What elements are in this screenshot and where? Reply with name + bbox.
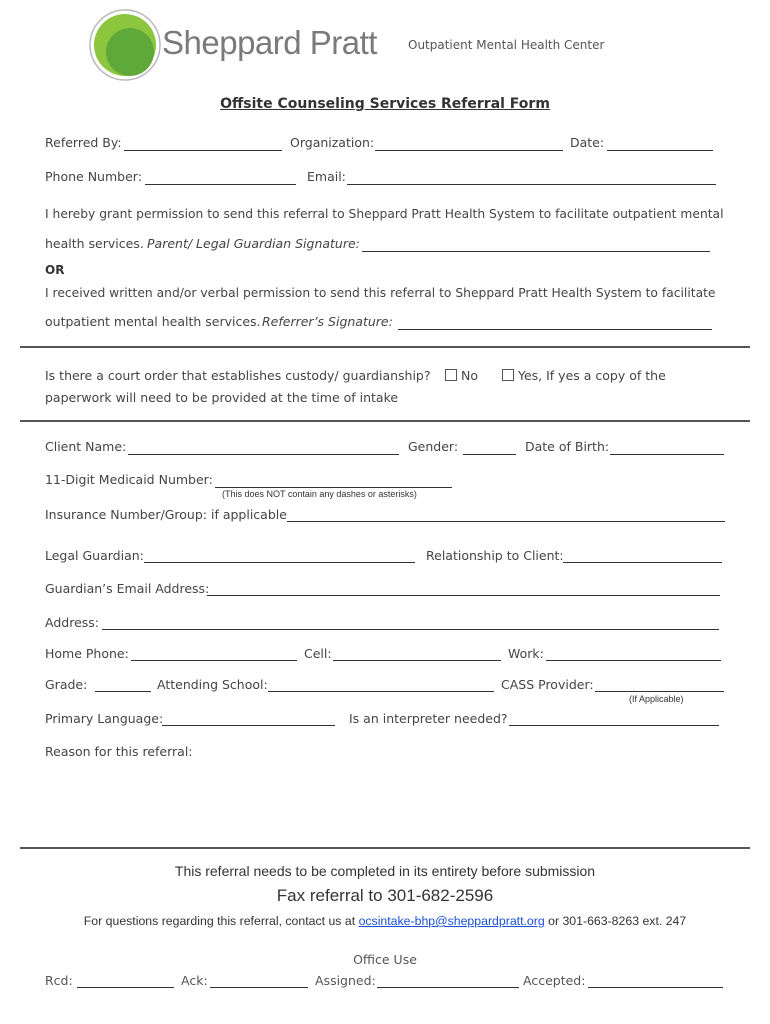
relationship-field[interactable]: [563, 562, 722, 563]
ack-field[interactable]: [210, 987, 308, 988]
court-no-option[interactable]: [445, 368, 478, 383]
header-subtitle: Outpatient Mental Health Center: [408, 38, 605, 52]
gender-field[interactable]: [463, 454, 516, 455]
court-question-line1: Is there a court order that establishes custody/ guardianship?: [45, 368, 431, 383]
relationship-label: Relationship to Client:: [426, 548, 564, 563]
referrer-signature-label: Referrer’s Signature:: [262, 314, 393, 329]
cass-note: (If Applicable): [629, 694, 684, 704]
medicaid-field[interactable]: [215, 487, 452, 488]
divider-2: [20, 420, 750, 422]
contact-email-link[interactable]: ocsintake-bhp@sheppardpratt.org: [358, 914, 545, 928]
parent-signature-label: Parent/ Legal Guardian Signature:: [147, 236, 360, 251]
rcd-field[interactable]: [77, 987, 174, 988]
divider-3: [20, 847, 750, 849]
organization-field[interactable]: [375, 150, 563, 151]
cell-label: Cell:: [304, 646, 332, 661]
accepted-field[interactable]: [588, 987, 723, 988]
interpreter-label: Is an interpreter needed?: [349, 711, 508, 726]
logo: [88, 8, 388, 84]
date-field[interactable]: [607, 150, 713, 151]
court-question-line2: paperwork will need to be provided at the time of intake: [45, 390, 399, 405]
home-phone-label: Home Phone:: [45, 646, 129, 661]
yes-checkbox-icon[interactable]: [502, 369, 514, 381]
dob-field[interactable]: [610, 454, 724, 455]
phone-number-field[interactable]: [145, 184, 296, 185]
guardian-email-label: Guardian’s Email Address:: [45, 581, 210, 596]
client-name-field[interactable]: [128, 454, 399, 455]
or-label: OR: [45, 263, 65, 277]
contact-suffix: or 301-663-8263 ext. 247: [548, 914, 687, 928]
email-label: Email:: [307, 169, 346, 184]
cass-provider-field[interactable]: [595, 691, 724, 692]
referrer-signature-field[interactable]: [398, 329, 712, 330]
primary-language-label: Primary Language:: [45, 711, 164, 726]
reason-label: Reason for this referral:: [45, 744, 193, 759]
home-phone-field[interactable]: [131, 660, 297, 661]
assigned-label: Assigned:: [315, 973, 376, 988]
accepted-label: Accepted:: [523, 973, 586, 988]
rcd-label: Rcd:: [45, 973, 73, 988]
legal-guardian-field[interactable]: [144, 562, 415, 563]
cell-field[interactable]: [333, 660, 501, 661]
medicaid-label: 11-Digit Medicaid Number:: [45, 472, 213, 487]
contact-prefix: For questions regarding this referral, contact us at: [83, 914, 356, 928]
attending-school-label: Attending School:: [157, 677, 268, 692]
no-option-label: No: [461, 368, 478, 383]
assigned-field[interactable]: [377, 987, 519, 988]
form-title: Offsite Counseling Services Referral Form: [220, 96, 550, 112]
received-line1: I received written and/or verbal permission to send this referral to Sheppard Pratt Health System to facilitate: [45, 286, 716, 300]
interpreter-field[interactable]: [509, 725, 719, 726]
phone-number-label: Phone Number:: [45, 169, 142, 184]
gender-label: Gender:: [408, 439, 459, 454]
no-checkbox-icon[interactable]: [445, 369, 457, 381]
ack-label: Ack:: [181, 973, 208, 988]
attending-school-field[interactable]: [268, 691, 494, 692]
court-yes-option[interactable]: [502, 368, 666, 383]
dob-label: Date of Birth:: [525, 439, 610, 454]
grade-field[interactable]: [95, 691, 151, 692]
legal-guardian-label: Legal Guardian:: [45, 548, 144, 563]
client-name-label: Client Name:: [45, 439, 127, 454]
permission-line2: health services.: [45, 236, 144, 251]
referred-by-label: Referred By:: [45, 135, 122, 150]
contact-line: [0, 914, 770, 928]
grade-label: Grade:: [45, 677, 88, 692]
reason-field[interactable]: [45, 762, 725, 838]
insurance-field[interactable]: [287, 521, 725, 522]
primary-language-field[interactable]: [162, 725, 335, 726]
completion-notice: This referral needs to be completed in its entirety before submission: [174, 863, 596, 879]
office-use-heading: Office Use: [353, 952, 417, 967]
work-field[interactable]: [546, 660, 721, 661]
medicaid-note: (This does NOT contain any dashes or asterisks): [222, 489, 417, 499]
insurance-label: Insurance Number/Group: if applicable: [45, 507, 287, 522]
sheppard-pratt-logo-icon: [88, 8, 162, 82]
work-label: Work:: [508, 646, 544, 661]
yes-option-label: Yes, If yes a copy of the: [518, 368, 666, 383]
permission-line1: I hereby grant permission to send this referral to Sheppard Pratt Health System to facilitate outpatient mental: [45, 207, 724, 221]
parent-signature-field[interactable]: [362, 251, 710, 252]
received-line2: outpatient mental health services.: [45, 314, 261, 329]
divider-1: [20, 346, 750, 348]
email-field[interactable]: [347, 184, 716, 185]
cass-provider-label: CASS Provider:: [501, 677, 594, 692]
date-label: Date:: [570, 135, 605, 150]
referred-by-field[interactable]: [124, 150, 282, 151]
fax-number: Fax referral to 301-682-2596: [276, 886, 494, 905]
guardian-email-field[interactable]: [207, 595, 720, 596]
organization-label: Organization:: [290, 135, 375, 150]
brand-name: Sheppard Pratt: [162, 24, 377, 61]
address-field[interactable]: [102, 629, 719, 630]
address-label: Address:: [45, 615, 99, 630]
